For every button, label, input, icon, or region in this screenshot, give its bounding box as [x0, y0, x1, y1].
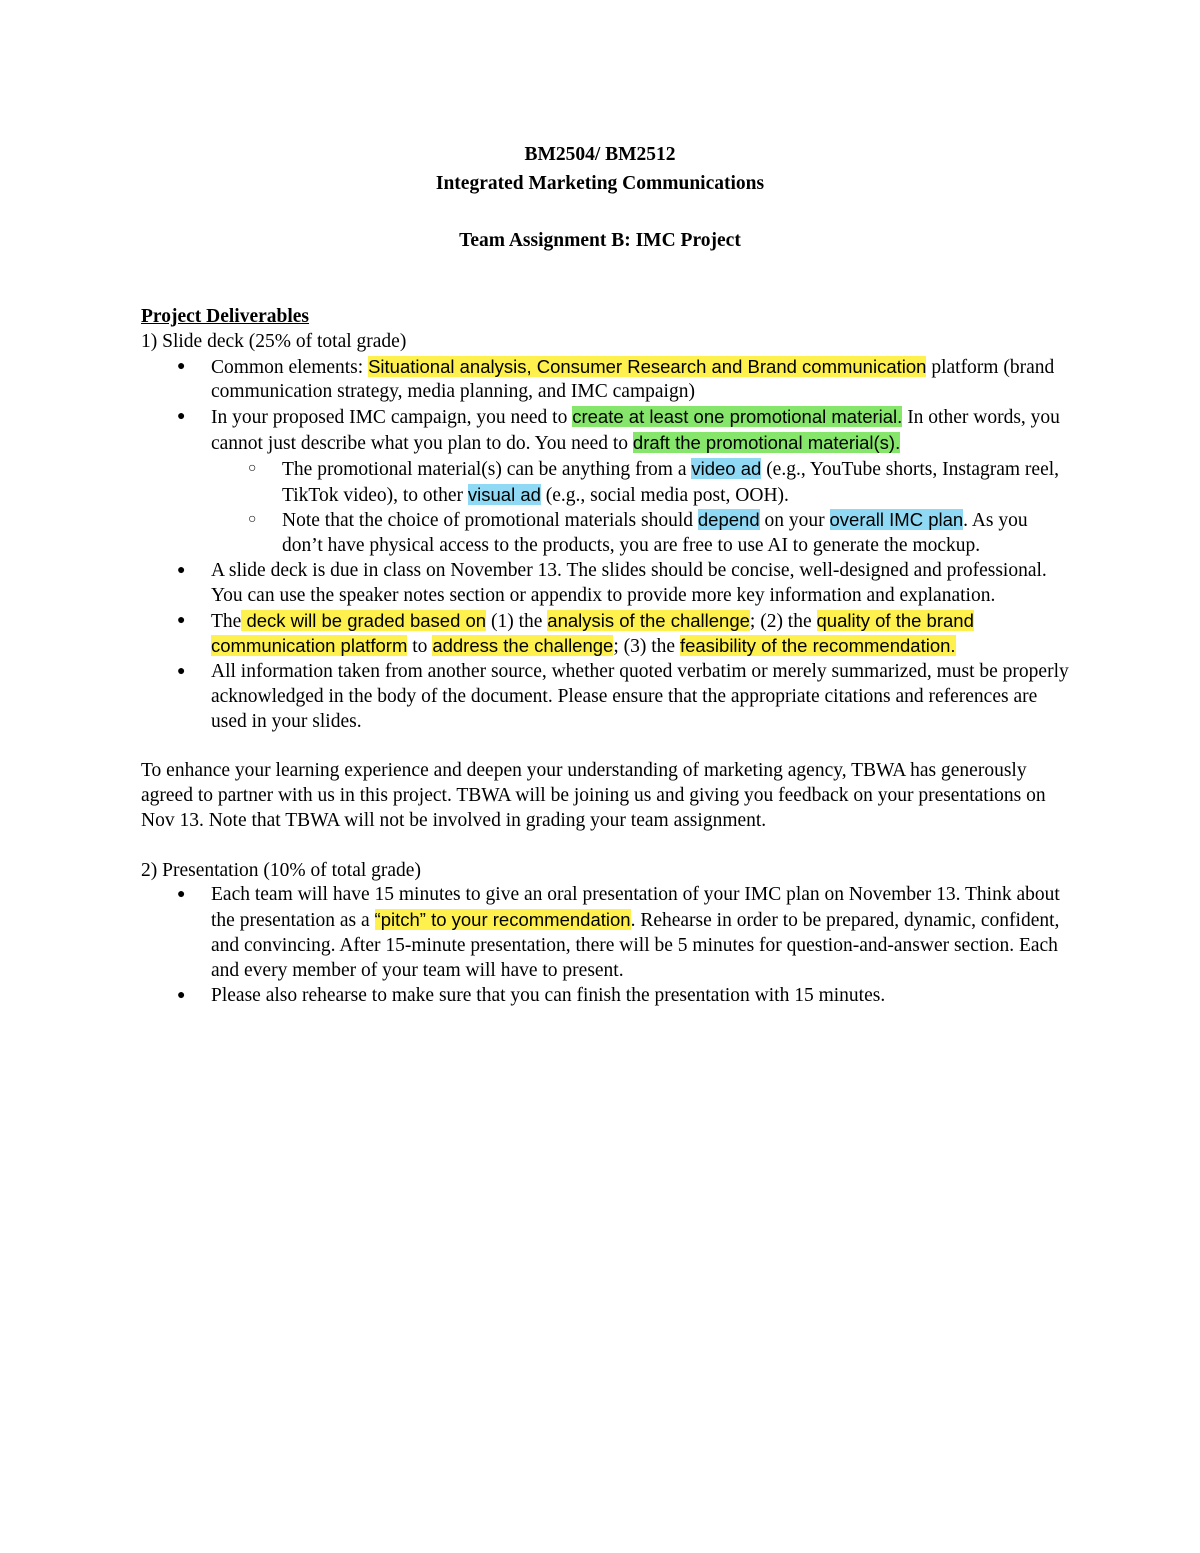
sub-list — [211, 457, 1071, 559]
bullet-icon: ● — [177, 887, 186, 903]
highlight: feasibility of the recommendation. — [679, 635, 956, 657]
document-body — [141, 305, 1071, 1008]
course-code: BM2504/ BM2512 — [524, 144, 676, 165]
bullet-icon: ● — [177, 664, 186, 680]
list-item: ● The deck will be graded based on (1) the analysis of the challenge; (2) the quality of the brand communication platform to address the challenge; (3) the feasibility of the recommendation. — [177, 609, 974, 658]
highlight: “pitch” to your recommendation — [374, 909, 631, 931]
highlight: depend — [697, 509, 760, 531]
part2-list — [141, 883, 1071, 1008]
highlight: video ad — [691, 457, 762, 479]
part2-title: 2) Presentation (10% of total grade) — [141, 859, 421, 881]
highlight: address the challenge — [432, 635, 614, 657]
list-item: ● In your proposed IMC campaign, you need to create at least one promotional material. In other words, you cannot just describe what you plan to do. You need to draft the promotional material(s). ○ The promotional material(s) can be anything from a video ad (e.g., YouTube shorts, Instagram reel, TikTok video), to other visual ad (e.g., social media post, OOH). ○ Note that the choice of promotional materials should depend on your overall IMC plan. As you don’t have physical access to the products, you are free to use AI to generate the mockup. — [141, 405, 1071, 559]
highlight: visual ad — [467, 483, 541, 505]
sub-list-item: ○ Note that the choice of promotional materials should depend on your overall IMC plan. As you don’t have physical access to the products, you are free to use AI to generate the mockup. — [248, 509, 1028, 557]
bullet-icon: ● — [177, 358, 186, 374]
tbwa-paragraph: To enhance your learning experience and deepen your understanding of marketing agency, TBWA has generously agreed to partner with us in this project. TBWA will be joining us and giving you feedback on your presentations on Nov 13. Note that TBWA will not be involved in grading your team assignment. — [141, 760, 1046, 831]
part1-title: 1) Slide deck (25% of total grade) — [141, 330, 407, 352]
bullet-icon: ● — [177, 409, 186, 425]
highlight: quality of the brand communication platform — [211, 609, 974, 657]
circle-bullet-icon: ○ — [248, 512, 257, 528]
highlight: create at least one promotional material. — [572, 406, 903, 428]
list-item: ● Please also rehearse to make sure that you can finish the presentation with 15 minutes. — [141, 984, 1071, 1009]
section-heading: Project Deliverables — [141, 306, 310, 327]
assignment-title: Team Assignment B: IMC Project — [459, 230, 741, 251]
highlight: analysis of the challenge — [547, 609, 750, 631]
list-item: ● Each team will have 15 minutes to give an oral presentation of your IMC plan on November 13. Think about the presentation as a “pitch” to your recommendation. Rehearse in order to be prepared, dynamic, confident, and convincing. After 15-minute presentation, there will be 5 minutes for question-and-answer section. Each and every member of your team will have to present. — [177, 884, 1060, 981]
bullet-icon: ● — [177, 612, 186, 628]
list-item: ● Common elements: Situational analysis, Consumer Research and Brand communication platform (brand communication strategy, media planning, and IMC campaign) — [177, 355, 1055, 403]
sub-list-item: ○ The promotional material(s) can be anything from a video ad (e.g., YouTube shorts, Instagram reel, TikTok video), to other visual ad (e.g., social media post, OOH). — [248, 457, 1060, 506]
bullet-icon: ● — [177, 562, 186, 578]
highlight: overall IMC plan — [829, 509, 964, 531]
circle-bullet-icon: ○ — [248, 460, 257, 476]
part1-list — [141, 355, 1071, 735]
list-item: ● All information taken from another source, whether quoted verbatim or merely summarized, must be properly acknowledged in the body of the document. Please ensure that the appropriate citations and references are used in your slides. — [177, 661, 1069, 732]
bullet-icon: ● — [177, 987, 186, 1003]
highlight: draft the promotional material(s). — [632, 431, 901, 453]
highlight: Situational analysis, Consumer Research and Brand communication — [368, 355, 927, 377]
highlight: deck will be graded based on — [241, 609, 487, 631]
list-item: ● A slide deck is due in class on November 13. The slides should be concise, well-designed and professional. You can use the speaker notes section or appendix to provide more key information and explanation. — [177, 559, 1047, 606]
course-title: Integrated Marketing Communications — [435, 173, 765, 194]
